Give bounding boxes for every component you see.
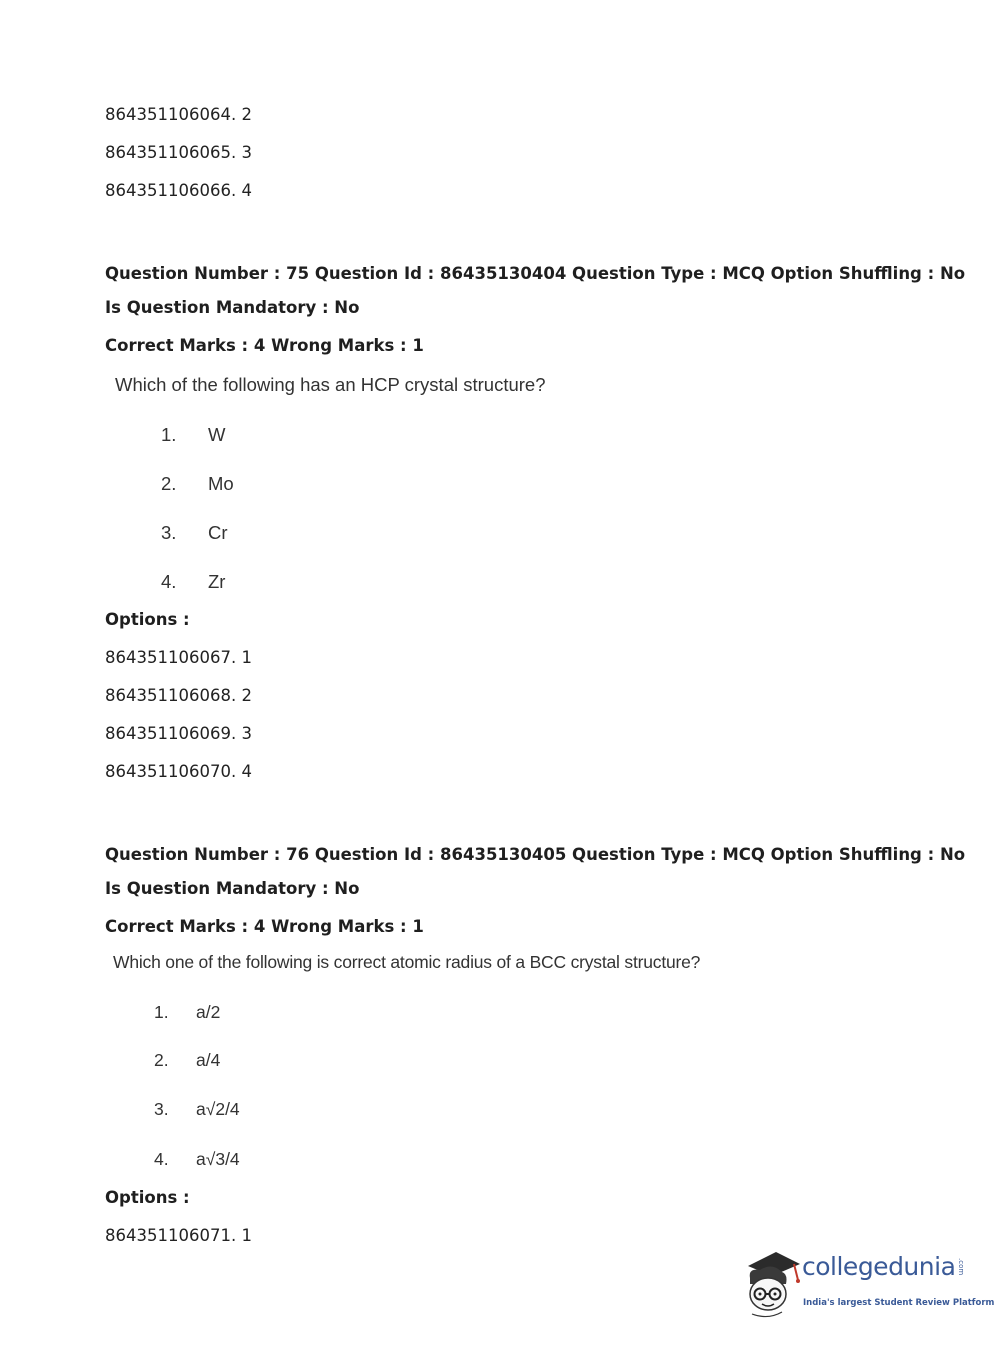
question-text: Which of the following has an HCP crystal structure?	[115, 374, 546, 395]
option-line: 864351106066. 4	[105, 181, 252, 200]
option-line: 864351106064. 2	[105, 105, 252, 124]
option-line: 864351106067. 1	[105, 648, 252, 667]
question-mandatory: Is Question Mandatory : No	[105, 879, 360, 898]
option-line: 864351106071. 1	[105, 1226, 252, 1245]
options-label: Options :	[105, 1188, 190, 1207]
choice-label: Zr	[208, 571, 226, 592]
choice-number: 4.	[154, 1149, 169, 1169]
choice-label: a√3/4	[196, 1149, 240, 1169]
choice-label: W	[208, 424, 226, 445]
choice-label: Mo	[208, 473, 234, 494]
question-marks: Correct Marks : 4 Wrong Marks : 1	[105, 917, 424, 936]
logo-suffix: .com	[957, 1258, 965, 1276]
question-marks: Correct Marks : 4 Wrong Marks : 1	[105, 336, 424, 355]
logo-wordmark: collegedunia	[802, 1252, 956, 1281]
choice-number: 3.	[161, 522, 177, 543]
choice-number: 2.	[161, 473, 177, 494]
option-line: 864351106069. 3	[105, 724, 252, 743]
question-text: Which one of the following is correct atomic radius of a BCC crystal structure?	[113, 952, 701, 972]
choice-number: 1.	[161, 424, 177, 445]
choice-label: a/2	[196, 1002, 221, 1022]
choice-number: 1.	[154, 1002, 169, 1022]
options-label: Options :	[105, 610, 190, 629]
logo-tagline: India's largest Student Review Platform	[803, 1298, 995, 1308]
option-line: 864351106070. 4	[105, 762, 252, 781]
option-line: 864351106065. 3	[105, 143, 252, 162]
choice-number: 4.	[161, 571, 177, 592]
choice-label: a√2/4	[196, 1099, 240, 1119]
choice-number: 2.	[154, 1050, 169, 1070]
question-mandatory: Is Question Mandatory : No	[105, 298, 360, 317]
question-header: Question Number : 75 Question Id : 86435130404 Question Type : MCQ Option Shuffling : No	[105, 264, 966, 283]
choice-label: a/4	[196, 1050, 221, 1070]
mascot-icon	[742, 1248, 804, 1318]
option-line: 864351106068. 2	[105, 686, 252, 705]
question-header: Question Number : 76 Question Id : 86435130405 Question Type : MCQ Option Shuffling : No	[105, 845, 966, 864]
choice-label: Cr	[208, 522, 228, 543]
collegedunia-logo	[742, 1248, 995, 1318]
choice-number: 3.	[154, 1099, 169, 1119]
